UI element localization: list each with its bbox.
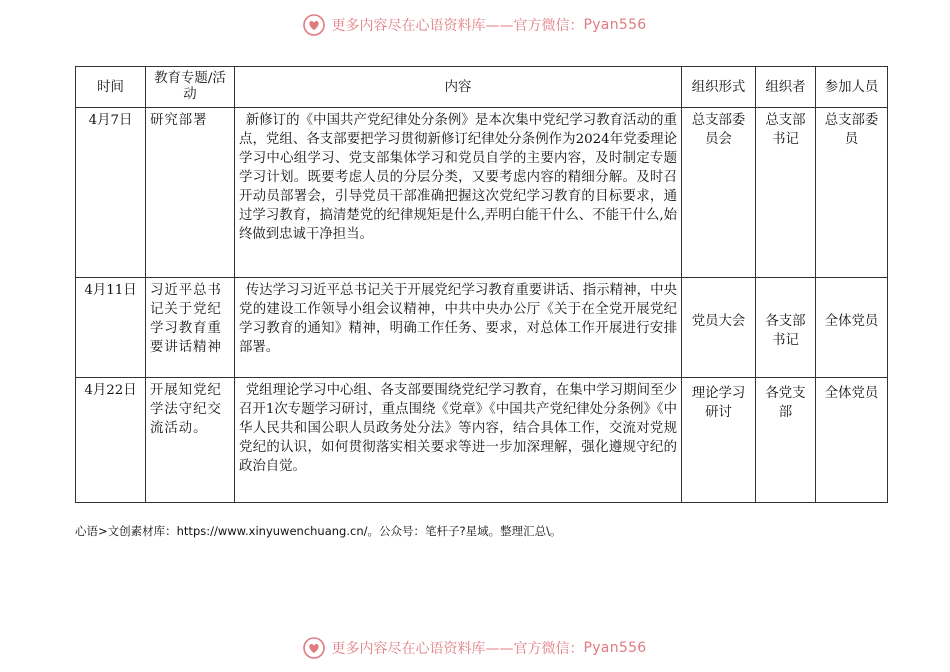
header-form: 组织形式: [682, 67, 756, 108]
row-form: 党员大会: [682, 278, 756, 378]
header-participants: 参加人员: [816, 67, 888, 108]
banner-text: 更多内容尽在心语资料库——官方微信：: [331, 18, 584, 34]
table-row: [76, 378, 888, 503]
row-form: 理论学习研讨: [682, 378, 756, 503]
row-organizer: 总支部书记: [756, 108, 816, 278]
row-content: 新修订的《中国共产党纪律处分条例》是本次集中党纪学习教育活动的重点，党组、各支部要把学习贯彻新修订纪律处分条例作为2024年党委理论学习中心组学习、党支部集体学习和党员自学的主要内容，及时制定专题学习计划。既要考虑人员的分层分类，又要考虑内容的精细分解。及时召开动员部署会，引导党员干部准确把握这次党纪学习教育的目标要求，通过学习教育，搞清楚党的纪律规矩是什么,弄明白能干什么、不能干什么,始终做到忠诚干净担当。: [235, 108, 682, 278]
row-topic: 开展知党纪学法守纪交流活动。: [146, 378, 235, 503]
banner-wechat-id: Pyan556: [583, 17, 647, 33]
table-row: [76, 108, 888, 278]
banner-text: 更多内容尽在心语资料库——官方微信：: [331, 641, 584, 657]
heart-seal-icon: [303, 637, 325, 659]
banner-wechat-id: Pyan556: [583, 640, 647, 656]
row-date: 4月11日: [76, 278, 146, 378]
source-footnote: 心语>文创素材库：https://www.xinyuwenchuang.cn/。公众号：笔杆子?星域。整理汇总\。: [75, 524, 562, 538]
table-header-row: [76, 67, 888, 108]
row-participants: 总支部委员: [816, 108, 888, 278]
header-time: 时间: [76, 67, 146, 108]
table-row: [76, 278, 888, 378]
top-banner: [0, 10, 950, 40]
header-organizer: 组织者: [756, 67, 816, 108]
bottom-banner: [0, 633, 950, 663]
row-participants: 全体党员: [816, 278, 888, 378]
row-topic: 习近平总书记关于党纪学习教育重要讲话精神: [146, 278, 235, 378]
row-participants: 全体党员: [816, 378, 888, 503]
header-topic: 教育专题/活动: [146, 67, 235, 108]
heart-seal-icon: [303, 14, 325, 36]
row-content: 党组理论学习中心组、各支部要围绕党纪学习教育，在集中学习期间至少召开1次专题学习研讨，重点围绕《党章》《中国共产党纪律处分条例》《中华人民共和国公职人员政务处分法》等内容，结合具体工作，交流对党规党纪的认识，如何贯彻落实相关要求等进一步加深理解，强化遵规守纪的政治自觉。: [235, 378, 682, 503]
row-topic: 研究部署: [146, 108, 235, 278]
row-organizer: 各支部书记: [756, 278, 816, 378]
study-plan-table: [75, 66, 888, 503]
row-form: 总支部委员会: [682, 108, 756, 278]
row-organizer: 各党支部: [756, 378, 816, 503]
row-date: 4月22日: [76, 378, 146, 503]
header-content: 内容: [235, 67, 682, 108]
row-date: 4月7日: [76, 108, 146, 278]
row-content: 传达学习习近平总书记关于开展党纪学习教育重要讲话、指示精神，中央党的建设工作领导小组会议精神，中共中央办公厅《关于在全党开展党纪学习教育的通知》精神，明确工作任务、要求，对总体工作开展进行安排部署。: [235, 278, 682, 378]
